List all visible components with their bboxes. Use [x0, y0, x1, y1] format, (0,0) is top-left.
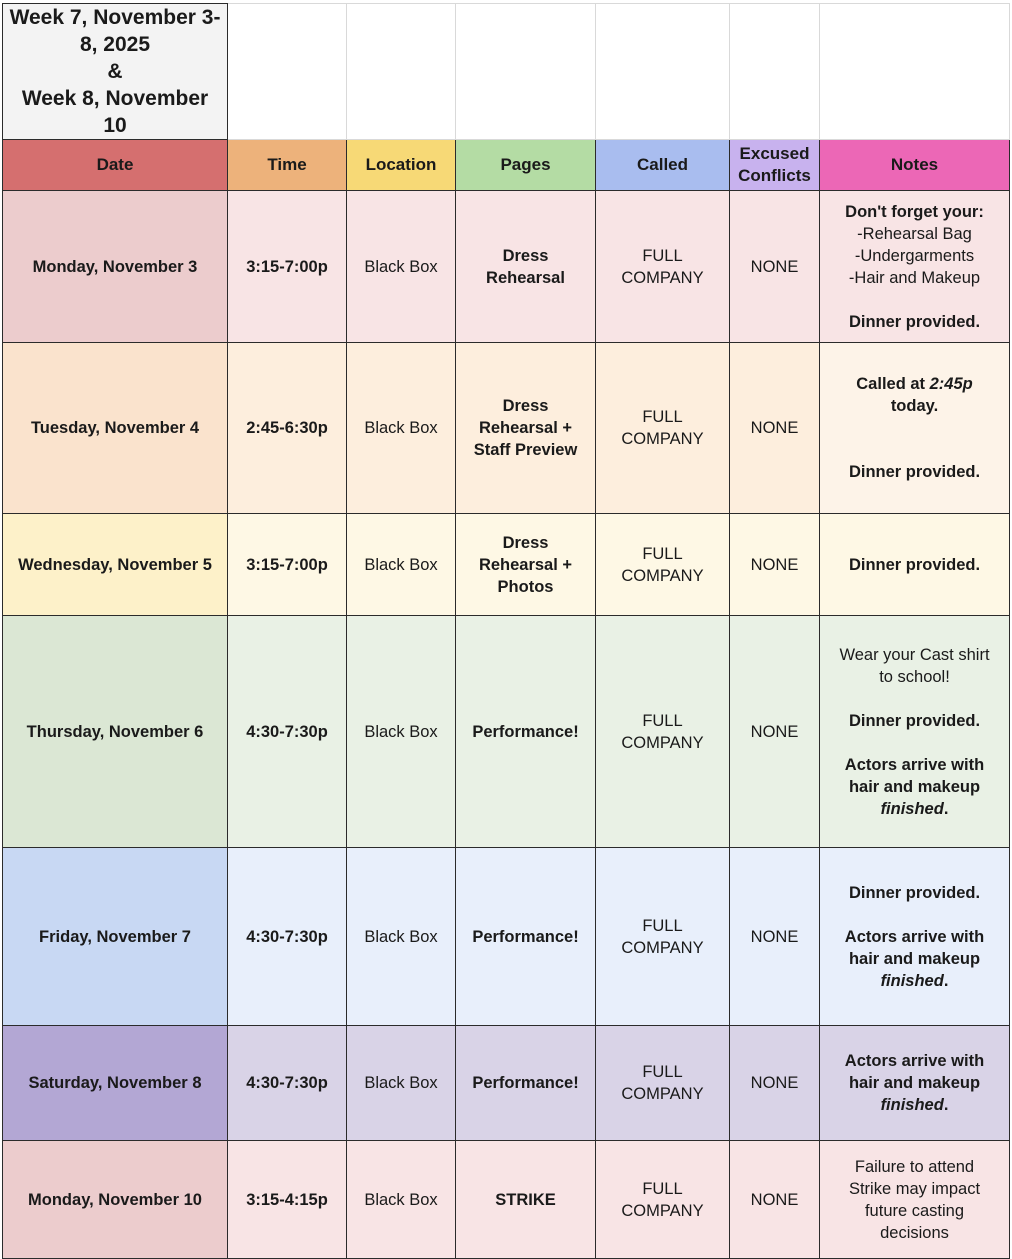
location-cell[interactable]: Black Box [347, 1141, 456, 1259]
pages-line: Performance! [472, 1074, 579, 1092]
called-cell[interactable] [596, 1026, 730, 1141]
time-cell[interactable]: 3:15-4:15p [228, 1141, 347, 1259]
excused-cell[interactable]: NONE [730, 191, 820, 343]
pages-line: Rehearsal [486, 268, 565, 287]
notes-line: -Undergarments [854, 246, 975, 265]
time-cell[interactable]: 4:30-7:30p [228, 848, 347, 1026]
header-location: Location [347, 140, 456, 191]
notes-cell[interactable] [820, 191, 1010, 343]
header-excused-line-1: Excused [739, 144, 810, 163]
location-cell[interactable]: Black Box [347, 514, 456, 616]
week-title [3, 4, 228, 140]
pages-line: Performance! [472, 927, 579, 946]
header-pages: Pages [456, 140, 596, 191]
pages-line: STRIKE [495, 1190, 556, 1209]
notes-line: Dinner provided. [848, 711, 981, 730]
notes-line [826, 970, 1003, 992]
pages-line: Dress [502, 397, 549, 415]
time-cell[interactable]: 4:30-7:30p [228, 616, 347, 848]
header-notes: Notes [820, 140, 1010, 191]
notes-cell[interactable] [820, 343, 1010, 514]
excused-cell[interactable]: NONE [730, 514, 820, 616]
time-cell[interactable]: 4:30-7:30p [228, 1026, 347, 1141]
notes-line: hair and makeup [848, 1074, 981, 1092]
excused-cell[interactable]: NONE [730, 1026, 820, 1141]
header-date: Date [3, 140, 228, 191]
pages-line: Dress [502, 533, 549, 552]
called-line: FULL [642, 711, 683, 730]
header-row [3, 140, 1010, 191]
notes-line: future casting [864, 1201, 965, 1220]
pages-line: Photos [497, 577, 554, 596]
pages-cell[interactable] [456, 191, 596, 343]
table-row [3, 848, 1010, 1026]
time-cell[interactable]: 3:15-7:00p [228, 191, 347, 343]
notes-line: Failure to attend [854, 1157, 975, 1176]
date-cell[interactable]: Friday, November 7 [3, 848, 228, 1026]
location-cell[interactable]: Black Box [347, 616, 456, 848]
table-row [3, 1141, 1010, 1259]
notes-emphasis: finished [880, 799, 944, 818]
notes-cell[interactable] [820, 848, 1010, 1026]
notes-line: today. [890, 397, 939, 415]
table-row [3, 514, 1010, 616]
called-line: FULL [642, 544, 683, 563]
week-title-ampersand: & [107, 60, 123, 83]
header-time: Time [228, 140, 347, 191]
notes-line: to school! [879, 667, 950, 686]
called-line: COMPANY [621, 1085, 704, 1103]
notes-line: -Rehearsal Bag [857, 224, 972, 243]
notes-text: . [943, 799, 949, 818]
date-cell[interactable]: Saturday, November 8 [3, 1026, 228, 1141]
called-line: COMPANY [621, 1201, 704, 1220]
notes-line: Actors arrive with [844, 755, 985, 774]
notes-line: Strike may impact [848, 1179, 981, 1198]
header-excused-conflicts [730, 140, 820, 191]
pages-cell[interactable] [456, 1141, 596, 1259]
called-cell[interactable] [596, 514, 730, 616]
notes-cell[interactable] [820, 1026, 1010, 1141]
notes-line: hair and makeup [848, 949, 981, 968]
date-cell[interactable]: Monday, November 10 [3, 1141, 228, 1259]
header-called: Called [596, 140, 730, 191]
called-line: FULL [642, 408, 683, 426]
called-line: COMPANY [621, 430, 704, 448]
called-cell[interactable] [596, 848, 730, 1026]
blank-cell[interactable] [228, 4, 347, 140]
notes-text: . [943, 971, 949, 990]
title-row [3, 4, 1010, 140]
excused-cell[interactable]: NONE [730, 343, 820, 514]
table-row [3, 616, 1010, 848]
notes-line [826, 1094, 1003, 1116]
pages-cell[interactable] [456, 848, 596, 1026]
time-cell[interactable]: 3:15-7:00p [228, 514, 347, 616]
location-cell[interactable]: Black Box [347, 343, 456, 514]
pages-line: Staff Preview [473, 441, 578, 459]
blank-cell[interactable] [347, 4, 456, 140]
date-cell[interactable]: Thursday, November 6 [3, 616, 228, 848]
call-time: 2:45p [929, 375, 973, 393]
called-line: COMPANY [621, 938, 704, 957]
notes-line: Dinner provided. [848, 883, 981, 902]
notes-cell[interactable] [820, 616, 1010, 848]
pages-cell[interactable] [456, 343, 596, 514]
called-line: COMPANY [621, 566, 704, 585]
notes-text: Called at [856, 375, 930, 393]
called-cell[interactable] [596, 343, 730, 514]
excused-cell[interactable]: NONE [730, 848, 820, 1026]
notes-line: Actors arrive with [844, 927, 985, 946]
notes-line: Actors arrive with [844, 1052, 985, 1070]
pages-line: Rehearsal + [478, 555, 573, 574]
notes-line [826, 373, 1003, 395]
called-cell[interactable] [596, 191, 730, 343]
notes-line: Wear your Cast shirt [839, 645, 990, 664]
notes-emphasis: finished [880, 971, 944, 990]
notes-cell[interactable] [820, 1141, 1010, 1259]
table-row [3, 343, 1010, 514]
week-title-line-2: Week 8, November 10 [21, 87, 209, 137]
table-row [3, 191, 1010, 343]
notes-line: -Hair and Makeup [848, 268, 981, 287]
called-line: FULL [642, 1063, 683, 1081]
called-cell[interactable] [596, 1141, 730, 1259]
called-line: COMPANY [621, 268, 704, 287]
excused-cell[interactable]: NONE [730, 616, 820, 848]
rehearsal-schedule-table [2, 3, 1010, 1259]
date-cell[interactable]: Monday, November 3 [3, 191, 228, 343]
notes-text: . [943, 1096, 949, 1114]
header-excused-line-2: Conflicts [738, 166, 811, 185]
notes-emphasis: finished [880, 1096, 944, 1114]
notes-line [826, 798, 1003, 820]
notes-line: hair and makeup [848, 777, 981, 796]
called-cell[interactable] [596, 616, 730, 848]
pages-cell[interactable] [456, 514, 596, 616]
excused-cell[interactable]: NONE [730, 1141, 820, 1259]
blank-cell[interactable] [596, 4, 730, 140]
location-cell[interactable]: Black Box [347, 191, 456, 343]
date-cell[interactable]: Tuesday, November 4 [3, 343, 228, 514]
called-line: COMPANY [621, 733, 704, 752]
called-line: FULL [642, 1179, 683, 1198]
location-cell[interactable]: Black Box [347, 848, 456, 1026]
called-line: FULL [642, 246, 683, 265]
pages-cell[interactable] [456, 1026, 596, 1141]
pages-line: Rehearsal + [478, 419, 573, 437]
blank-cell[interactable] [456, 4, 596, 140]
pages-line: Performance! [472, 722, 579, 741]
table-row [3, 1026, 1010, 1141]
pages-cell[interactable] [456, 616, 596, 848]
blank-cell[interactable] [730, 4, 820, 140]
time-cell[interactable]: 2:45-6:30p [228, 343, 347, 514]
date-cell[interactable]: Wednesday, November 5 [3, 514, 228, 616]
blank-cell[interactable] [820, 4, 1010, 140]
notes-line: decisions [880, 1223, 949, 1242]
notes-line: Dinner provided. [848, 312, 981, 331]
week-title-line-1: Week 7, November 3-8, 2025 [9, 6, 221, 56]
notes-cell[interactable]: Dinner provided. [820, 514, 1010, 616]
location-cell[interactable]: Black Box [347, 1026, 456, 1141]
notes-line: Don't forget your: [845, 202, 984, 221]
notes-line: Dinner provided. [848, 463, 981, 481]
pages-line: Dress [502, 246, 549, 265]
called-line: FULL [642, 916, 683, 935]
